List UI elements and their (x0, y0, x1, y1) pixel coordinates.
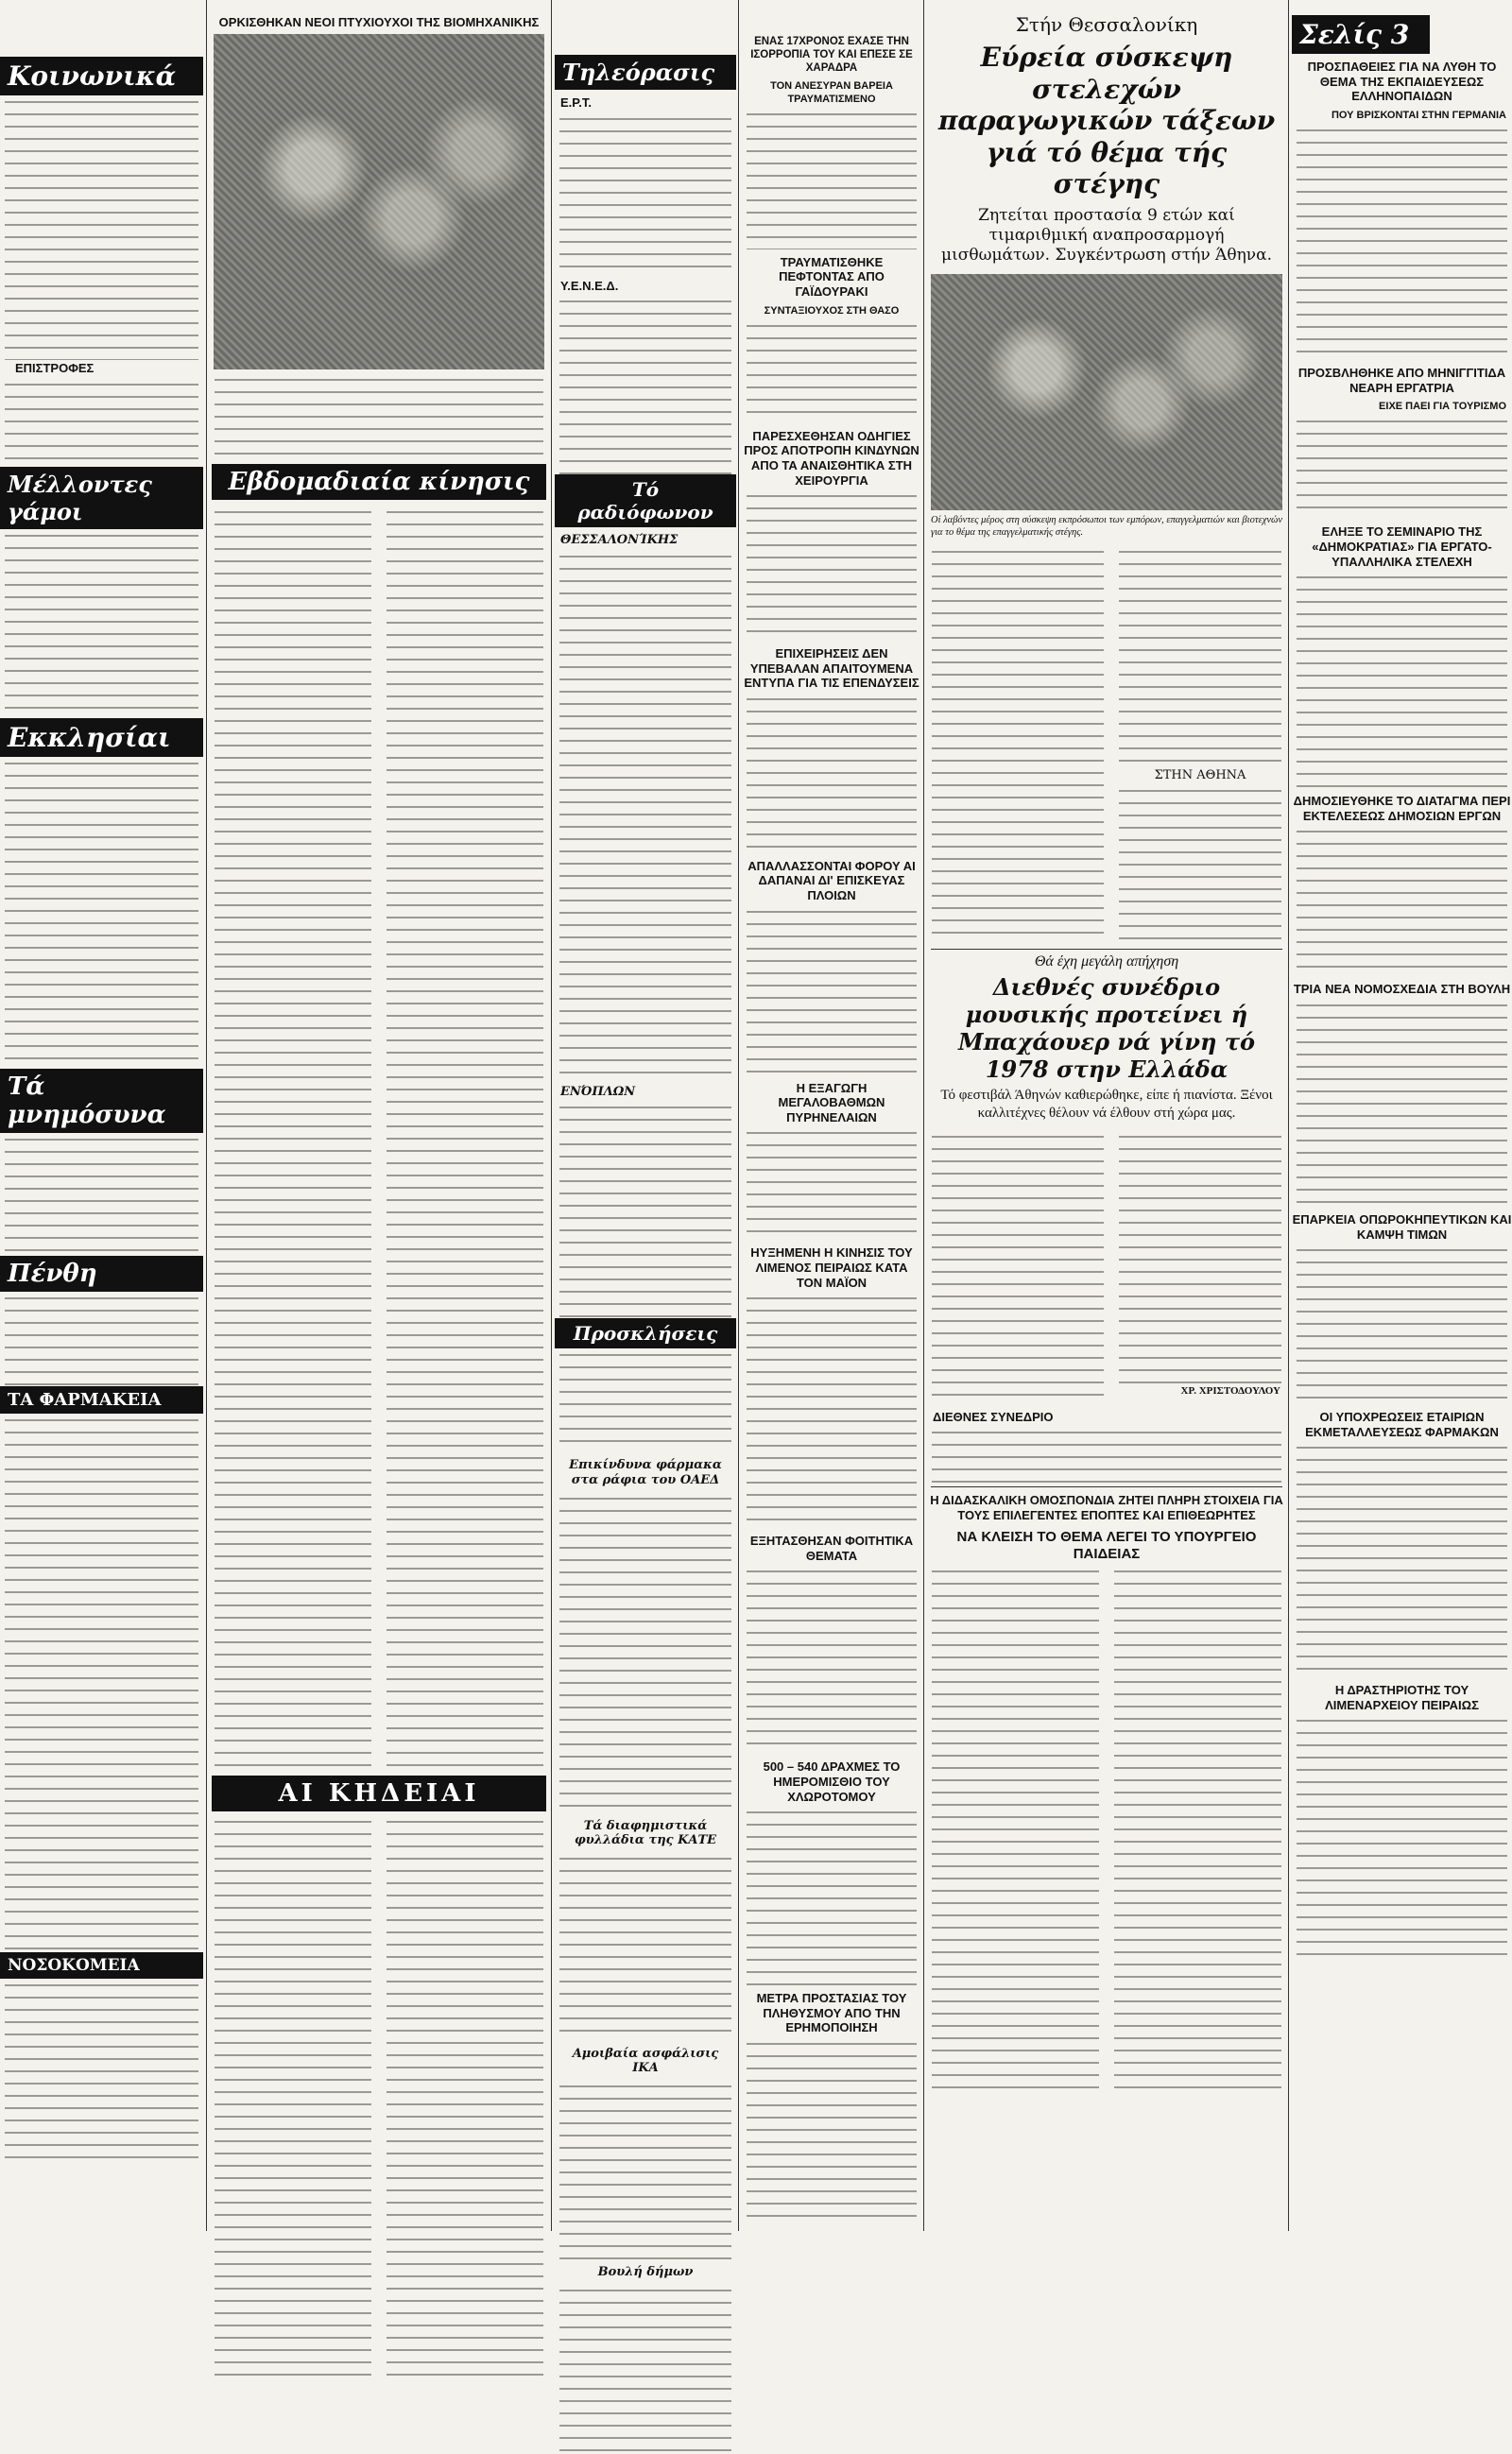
synedrio-label: ΔΙΕΘΝΕΣ ΣΥΝΕΔΡΙΟ (933, 1409, 1054, 1424)
orkisthikan-headline: ΟΡΚΙΣΘΗΚΑΝ ΝΕΟΙ ΠΤΥΧΙΟΥΧΟΙ ΤΗΣ ΒΙΟΜΗΧΑΝΙΚΗΣ (218, 15, 540, 29)
koinonika-banner: Κοινωνικά (0, 57, 203, 95)
kate-headline: Τά διαφημιστικά φυλλάδια της ΚΑΤΕ (574, 1818, 717, 1848)
r5-headline: ΤΡΙΑ ΝΕΑ ΝΟΜΟΣΧΕΔΙΑ ΣΤΗ ΒΟΥΛΗ (1293, 982, 1511, 997)
festival-headline: Διεθνές συνέδριο μουσικής προτείνει ή Μπαχάουερ νά γίνη τό 1978 στην Ελλάδα (958, 973, 1255, 1083)
page-label-banner: Σελίς 3 (1292, 15, 1430, 54)
photo-caption: Οί λαβόντες μέρος στη σύσκεψη εκπρόσωποι των εμπόρων, επαγγελματιών και βιοτεχνών για το θέμα της επαγγελματικής στέγης. (931, 514, 1282, 539)
column-3 (555, 0, 736, 2279)
r1-kicker: ΠΡΟΣΠΑΘΕΙΕΣ ΓΙΑ ΝΑ ΛΥΘΗ ΤΟ ΘΕΜΑ ΤΗΣ ΕΚΠΑΙΔΕΥΣΕΩΣ ΕΛΛΗΝΟΠΑΙΔΩΝ (1307, 60, 1497, 104)
thessalonikis-label: ΘΕΣΣΑΛΟΝΊΚΗΣ (560, 533, 679, 548)
story9-headline: 500 – 540 ΔΡΑΧΜΕΣ ΤΟ ΗΜΕΡΟΜΙΣΘΙΟ ΤΟΥ ΧΛΩΡΟΤΟΜΟΥ (763, 1759, 901, 1804)
story2-headline: ΤΡΑΥΜΑΤΙΣΘΗΚΕ ΠΕΦΤΟΝΤΑΣ ΑΠΟ ΓΑΪΔΟΥΡΑΚΙ (779, 254, 885, 299)
story7-headline: ΗΥΞΗΜΕΝΗ Η ΚΙΝΗΣΙΣ ΤΟΥ ΛΙΜΕΝΟΣ ΠΕΙΡΑΙΩΣ ΚΑΤΑ ΤΟΝ ΜΑΪΟΝ (750, 1245, 913, 1290)
meeting-photo (931, 274, 1282, 510)
r1-sub: ΠΟΥ ΒΡΙΣΚΟΝΤΑΙ ΣΤΗΝ ΓΕΡΜΑΝΙΑ (1331, 109, 1506, 121)
r2-headline: ΠΡΟΣΒΛΗΘΗΚΕ ΑΠΟ ΜΗΝΙΓΓΙΤΙΔΑ ΝΕΑΡΗ ΕΡΓΑΤΡΙΑ (1297, 365, 1506, 395)
r3-headline: ΕΛΗΞΕ ΤΟ ΣΕΜΙΝΑΡΙΟ ΤΗΣ «ΔΗΜΟΚΡΑΤΙΑΣ» ΓΙΑ ΕΡΓΑΤΟ-ΥΠΑΛΛΗΛΙΚΑ ΣΤΕΛΕΧΗ (1312, 524, 1492, 569)
story8-headline: ΕΞΗΤΑΣΘΗΣΑΝ ΦΟΙΤΗΤΙΚΑ ΘΕΜΑΤΑ (749, 1534, 914, 1563)
festival-kicker: Θά έχη μεγάλη απήχηση (1034, 953, 1179, 970)
story4-headline: ΕΠΙΧΕΙΡΗΣΕΙΣ ΔΕΝ ΥΠΕΒΑΛΑΝ ΑΠΑΙΤΟΥΜΕΝΑ ΕΝΤΥΠΑ ΓΙΑ ΤΙΣ ΕΠΕΝΔΥΣΕΙΣ (744, 646, 919, 691)
tileorasis-banner: Τηλεόρασις (555, 55, 736, 90)
r2-sub: ΕΙΧΕ ΠΑΕΙ ΓΙΑ ΤΟΥΡΙΣΜΟ (1379, 401, 1506, 413)
r6-headline: ΕΠΑΡΚΕΙΑ ΟΠΩΡΟΚΗΠΕΥΤΙΚΩΝ ΚΑΙ ΚΑΜΨΗ ΤΙΜΩΝ (1292, 1211, 1512, 1242)
mellontes-gamoi-banner: Μέλλοντες γάμοι (0, 467, 203, 529)
r8-headline: Η ΔΡΑΣΤΗΡΙΟΤΗΣ ΤΟΥ ΛΙΜΕΝΑΡΧΕΙΟΥ ΠΕΙΡΑΙΩΣ (1325, 1683, 1479, 1712)
main-kicker: Στήν Θεσσαλονίκη (1015, 13, 1198, 36)
mnimosyna-banner: Τά μνημόσυνα (0, 1069, 203, 1133)
evdomiki-kinisis-banner: Εβδομαδιαία κίνησις (212, 464, 546, 500)
ekklisiai-banner: Εκκλησίαι (0, 718, 203, 757)
r4-headline: ΔΗΜΟΣΙΕΥΘΗΚΕ ΤΟ ΔΙΑΤΑΓΜΑ ΠΕΡΙ ΕΚΤΕΛΕΣΕΩΣ ΔΗΜΟΣΙΩΝ ΕΡΓΩΝ (1293, 794, 1511, 823)
story1-kicker: ΕΝΑΣ 17ΧΡΟΝΟΣ ΕΧΑΣΕ ΤΗΝ ΙΣΟΡΡΟΠΙΑ ΤΟΥ ΚΑΙ ΕΠΕΣΕ ΣΕ ΧΑΡΑΔΡΑ (750, 36, 913, 74)
vouli-headline: Βουλή δήμων (597, 2264, 694, 2279)
enoplon-label: ΕΝΌΠΛΩΝ (560, 1084, 636, 1099)
story5-headline: ΑΠΑΛΛΑΣΣΟΝΤΑΙ ΦΟΡΟΥ ΑΙ ΔΑΠΑΝΑΙ ΔΙ' ΕΠΙΣΚΕΥΑΣ ΠΛΟΙΩΝ (747, 858, 916, 903)
penthi-banner: Πένθη (0, 1256, 203, 1292)
ert-label: Ε.Ρ.Τ. (560, 95, 593, 110)
nosokomeia-banner: ΝΟΣΟΚΟΜΕΙΑ (0, 1952, 203, 1979)
right-column (1292, 0, 1512, 2231)
column-4 (742, 0, 921, 2231)
column-2 (210, 0, 548, 2231)
didaskaliki-headline: Η ΔΙΔΑΣΚΑΛΙΚΗ ΟΜΟΣΠΟΝΔΙΑ ΖΗΤΕΙ ΠΛΗΡΗ ΣΤΟΙΧΕΙΑ ΓΙΑ ΤΟΥΣ ΕΠΙΛΕΓΕΝΤΕΣ ΕΠΟΠΤΕΣ ΚΑΙ ΕΠΙΘΕΩΡΗΤΕΣ (930, 1493, 1283, 1523)
na-kleisi-headline: ΝΑ ΚΛΕΙΣΗ ΤΟ ΘΕΜΑ ΛΕΓΕΙ ΤΟ ΥΠΟΥΡΓΕΙΟ ΠΑΙΔΕΙΑΣ (956, 1528, 1257, 1562)
kideiai-banner: ΑΙ ΚΗΔΕΙΑΙ (212, 1776, 546, 1811)
festival-deck: Τό φεστιβάλ Άθηνών καθιερώθηκε, είπε ή πιανίστα. Ξένοι καλλιτέχνες θέλουν νά έλθουν στή χώρα μας. (940, 1088, 1273, 1122)
story2-sub: ΣΥΝΤΑΞΙΟΥΧΟΣ ΣΤΗ ΘΑΣΟ (764, 304, 900, 317)
stin-athina-label: ΣΤΗΝ ΑΘΗΝΑ (1154, 767, 1246, 782)
graduates-photo (214, 34, 544, 369)
story3-headline: ΠΑΡΕΣΧΕΘΗΣΑΝ ΟΔΗΓΙΕΣ ΠΡΟΣ ΑΠΟΤΡΟΠΗ ΚΙΝΔΥΝΩΝ ΑΠΟ ΤΑ ΑΝΑΙΣΘΗΤΙΚΑ ΣΤΗ ΧΕΙΡΟΥΡΓΙΑ (744, 428, 919, 488)
main-deck: Ζητείται προστασία 9 ετών καί τιμαριθμική αναπροσαρμογή μισθωμάτων. Συγκέντρωση στήν Άθηνα. (941, 205, 1272, 266)
epistrofes-label: ΕΠΙΣΤΡΟΦΕΣ (11, 361, 97, 376)
r7-headline: ΟΙ ΥΠΟΧΡΕΩΣΕΙΣ ΕΤΑΙΡΙΩΝ ΕΚΜΕΤΑΛΛΕΥΣΕΩΣ ΦΑΡΜΑΚΩΝ (1305, 1410, 1499, 1439)
story10-headline: ΜΕΤΡΑ ΠΡΟΣΤΑΣΙΑΣ ΤΟΥ ΠΛΗΘΥΣΜΟΥ ΑΠΟ ΤΗΝ ΕΡΗΜΟΠΟΙΗΣΗ (756, 1991, 907, 2035)
farmakeia-banner: ΤΑ ΦΑΡΜΑΚΕΙΑ (0, 1386, 203, 1414)
story1-sub: ΤΟΝ ΑΝΕΣΥΡΑΝ ΒΑΡΕΙΑ ΤΡΑΥΜΑΤΙΣΜΕΝΟ (770, 80, 893, 105)
yened-label: Υ.Ε.Ν.Ε.Δ. (560, 278, 619, 293)
prosklisis-banner: Προσκλήσεις (555, 1318, 736, 1348)
far-left-column (0, 0, 203, 2231)
main-story-area (927, 0, 1286, 2231)
radiofonon-banner: Τό ραδιόφωνον (555, 474, 736, 527)
story6-headline: Η ΕΞΑΓΩΓΗ ΜΕΓΑΛΟΒΑΘΜΩΝ ΠΥΡΗΝΕΛΑΙΩΝ (778, 1080, 885, 1124)
main-headline: Εύρεία σύσκεψη στελεχών παραγωγικών τάξεων γιά τό θέμα τής στέγης (937, 42, 1276, 200)
amoiv-ika-headline: Αμοιβαία ασφάλισις ΙΚΑ (572, 2046, 719, 2076)
signature: ΧΡ. ΧΡΙΣΤΟΔΟΥΛΟΥ (1180, 1384, 1280, 1397)
epikindyna-headline: Επικίνδυνα φάρμακα στα ράφια του ΟΑΕΔ (569, 1458, 722, 1487)
